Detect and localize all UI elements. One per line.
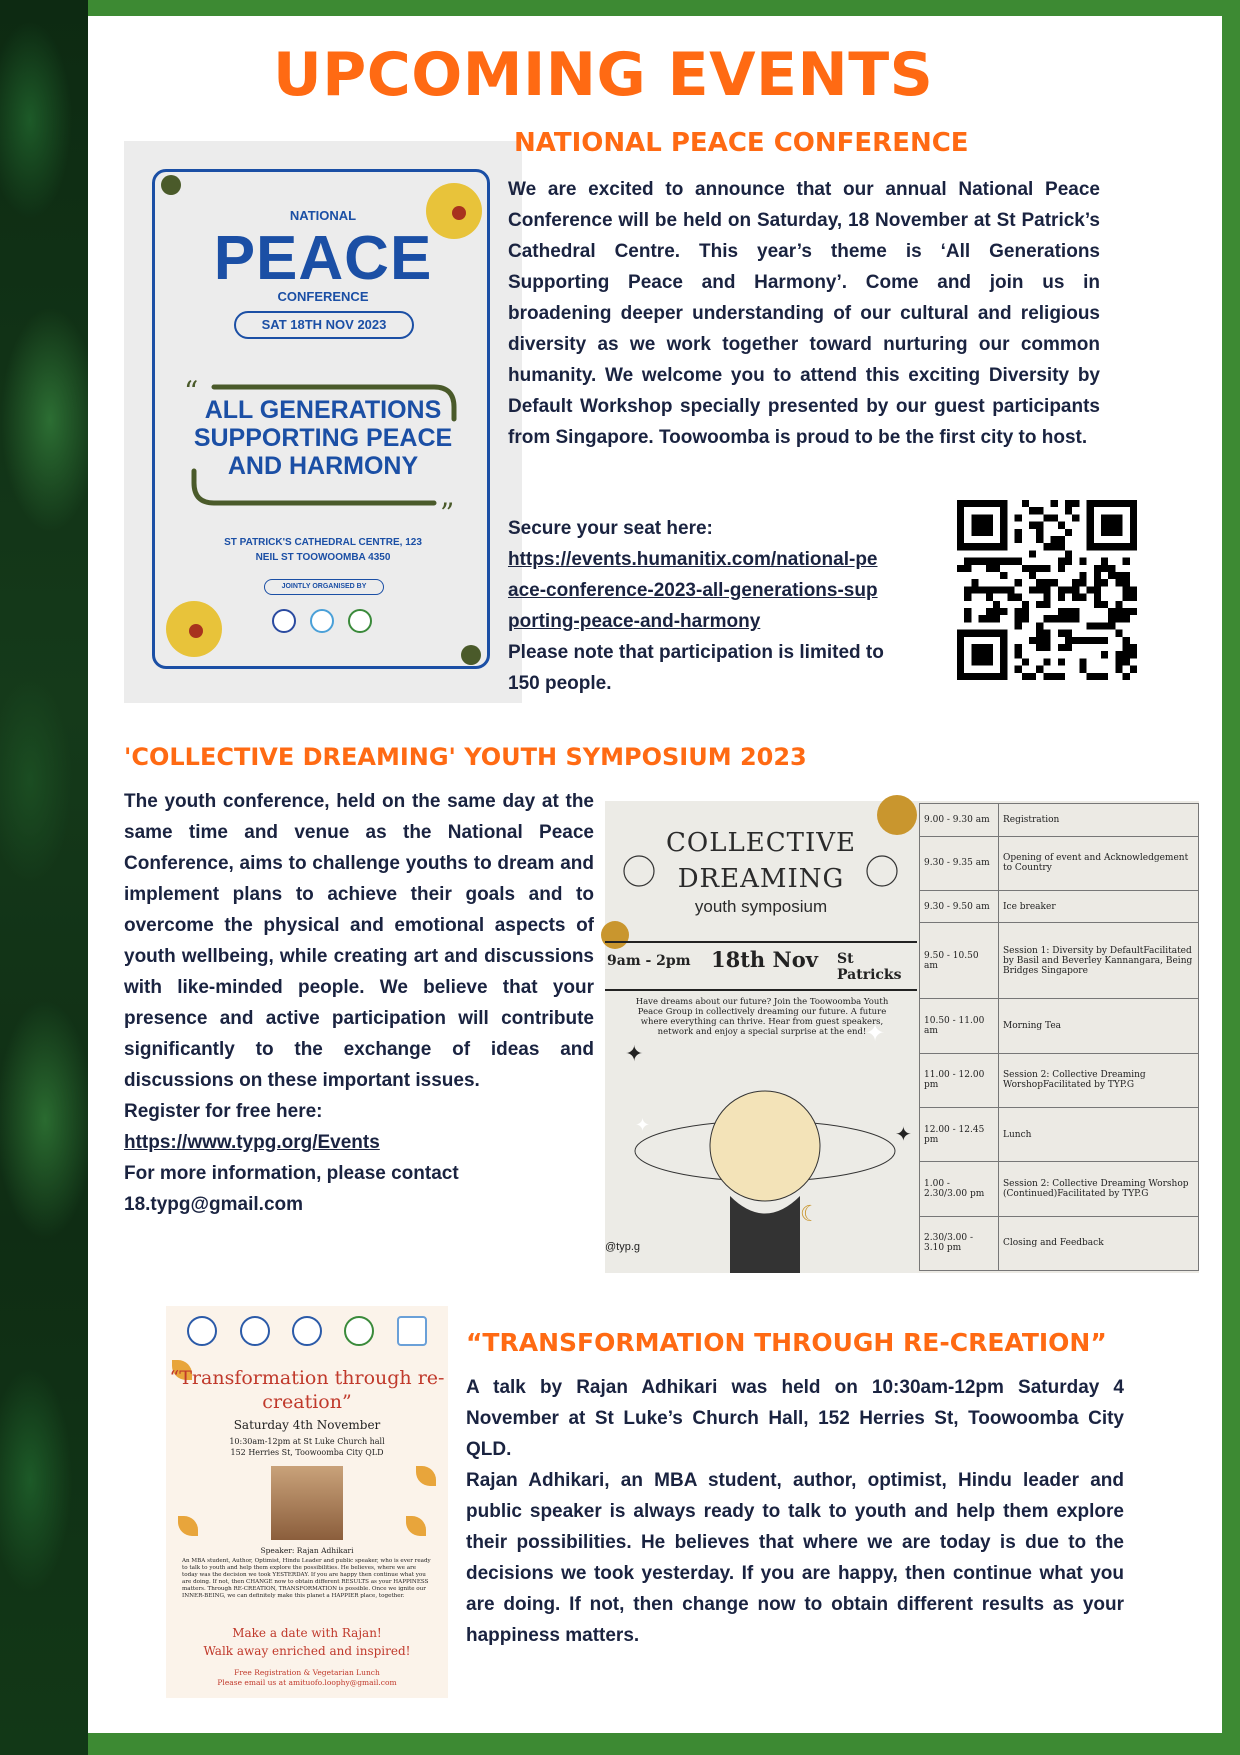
schedule-time: 2.30/3.00 - 3.10 pm [920, 1216, 999, 1270]
contact-label: For more information, please contact [124, 1163, 459, 1184]
svg-text:”: ” [440, 497, 455, 530]
youth-poster-title-line2: DREAMING [677, 864, 845, 894]
schedule-item: Session 2: Collective Dreaming Worshop (Continued)Facilitated by TYP.G [999, 1162, 1199, 1216]
schedule-time: 10.50 - 11.00 am [920, 999, 999, 1053]
youth-poster-handle: @typ.g [605, 1241, 641, 1253]
peace-registration [508, 513, 888, 699]
schedule-row [920, 890, 1199, 923]
schedule-item: Opening of event and Acknowledgement to Country [999, 836, 1199, 890]
leaf-icon [178, 1516, 198, 1536]
transformation-poster-date: Saturday 4th November [233, 1418, 381, 1432]
youth-poster-title-line1: COLLECTIVE [666, 828, 856, 858]
schedule-item: Registration [999, 804, 1199, 837]
schedule-row [920, 1053, 1199, 1107]
youth-poster-subtitle: youth symposium [694, 897, 828, 916]
youth-body: The youth conference, held on the same day at the same time and venue as the National Peace Conference, aims to challenge youths to dream and implement plans to achieve their goals and to overcome the physical and emotional aspects of youth wellbeing, while creating art and discussions with like-minded people. We believe that your presence and active participation will contribute significantly to the exchange of ideas and discussions on these important issues. [124, 791, 594, 1091]
speaker-photo [271, 1466, 343, 1540]
schedule-item: Lunch [999, 1108, 1199, 1162]
transformation-poster-cta1: Make a date with Rajan! [232, 1626, 382, 1640]
youth-poster-date: 18th Nov [711, 947, 818, 972]
poster-date-pill: SAT 18TH NOV 2023 [234, 311, 414, 339]
flower-icon [166, 601, 222, 657]
logo-icon [187, 1316, 217, 1346]
youth-poster-left [605, 801, 917, 1273]
dot-icon [161, 175, 181, 195]
transformation-poster-where-line2: 152 Herries St, Toowoomba City QLD [230, 1448, 384, 1457]
schedule-row [920, 1108, 1199, 1162]
transformation-body [466, 1372, 1124, 1651]
leaf-background-strip [0, 0, 88, 1755]
schedule-item: Session 1: Diversity by DefaultFacilitated by Basil and Beverley Kannangara, Being Bridges Singapore [999, 923, 1199, 999]
transformation-poster-footer [166, 1668, 448, 1688]
poster-peace: PEACE [213, 224, 433, 293]
dot-icon [461, 645, 481, 665]
transformation-poster-where-line1: 10:30am-12pm at St Luke Church hall [229, 1437, 385, 1446]
sparkle-icon: ✦ [895, 1124, 912, 1146]
schedule-time: 12.00 - 12.45 pm [920, 1108, 999, 1162]
heartfulness-logo-icon [397, 1316, 427, 1346]
flower-icon [426, 183, 482, 239]
transformation-poster-speaker: Speaker: Rajan Adhikari [260, 1546, 354, 1555]
transformation-poster-cta2: Walk away enriched and inspired! [203, 1644, 411, 1658]
schedule-row [920, 999, 1199, 1053]
peace-section-title: NATIONAL PEACE CONFERENCE [514, 128, 969, 158]
poster-national: NATIONAL [289, 208, 357, 223]
un-logo-icon [311, 610, 333, 632]
logo-icon [273, 610, 295, 632]
crescent-icon: ☾ [800, 1201, 820, 1226]
poster-logos [176, 1314, 438, 1348]
leaf-icon [406, 1516, 426, 1536]
schedule-time: 9.30 - 9.50 am [920, 890, 999, 923]
peace-body: We are excited to announce that our annual National Peace Conference will be held on Saturday, 18 November at St Patrick’s Cathedral Centre. This year’s theme is ‘All Generations Supporting Peace and Harmony’. Come and join us in broadening deeper understanding of our cultural and religious diversity as we work together toward nurturing our common humanity. We welcome you to attend this exciting Diversity by Default Workshop specially presented by our guest participants from Singapore. Toowoomba is proud to be the first city to host. [508, 179, 1100, 448]
youth-symposium-poster [605, 801, 1199, 1273]
schedule-time: 9.00 - 9.30 am [920, 804, 999, 837]
poster-venue-line1: ST PATRICK'S CATHEDRAL CENTRE, 123 [224, 537, 422, 548]
schedule-item: Morning Tea [999, 999, 1199, 1053]
transformation-poster-title: “Transformation through re-creation” [169, 1367, 445, 1413]
youth-poster-title [605, 825, 917, 897]
youth-schedule-table [919, 803, 1199, 1271]
transformation-body-1: A talk by Rajan Adhikari was held on 10:30am-12pm Saturday 4 November at St Luke’s Church Hall, 152 Herries St, Toowoomba City QLD. [466, 1377, 1124, 1460]
schedule-time: 11.00 - 12.00 pm [920, 1053, 999, 1107]
poster-conference: CONFERENCE [277, 289, 369, 304]
page [88, 16, 1222, 1733]
transformation-poster [166, 1306, 448, 1698]
transformation-poster-free: Free Registration & Vegetarian Lunch [234, 1668, 380, 1677]
peace-conference-poster [124, 141, 522, 703]
schedule-row [920, 1216, 1199, 1270]
schedule-item: Ice breaker [999, 890, 1199, 923]
transformation-section-title: “TRANSFORMATION THROUGH RE-CREATION” [466, 1328, 1107, 1357]
figure-icon [730, 1196, 800, 1273]
youth-poster-time: 9am - 2pm [607, 953, 691, 969]
face-illustration-icon [710, 1091, 820, 1201]
schedule-row [920, 923, 1199, 999]
schedule-item: Closing and Feedback [999, 1216, 1199, 1270]
youth-register-link[interactable]: https://www.typg.org/Events [124, 1132, 380, 1153]
contact-email[interactable]: 18.typg@gmail.com [124, 1194, 304, 1215]
leaf-icon [416, 1466, 436, 1486]
border-right [1222, 0, 1240, 1755]
schedule-row [920, 1162, 1199, 1216]
sparkle-icon: ✦ [625, 1041, 644, 1066]
schedule-row [920, 804, 1199, 837]
poster-decorations [124, 141, 522, 703]
svg-text:“: “ [184, 375, 199, 408]
poster-venue-line2: NEIL ST TOOWOOMBA 4350 [255, 552, 391, 563]
logo-icon [240, 1316, 270, 1346]
secure-label: Secure your seat here: [508, 518, 713, 539]
youth-section-title: 'COLLECTIVE DREAMING' YOUTH SYMPOSIUM 2023 [124, 743, 807, 771]
page-title: UPCOMING EVENTS [273, 40, 934, 110]
poster-theme: ALL GENERATIONS SUPPORTING PEACE AND HARMONY [193, 396, 453, 480]
border-bottom [88, 1733, 1222, 1755]
schedule-time: 9.50 - 10.50 am [920, 923, 999, 999]
register-label: Register for free here: [124, 1101, 323, 1122]
sparkle-icon: ✦ [865, 1020, 886, 1047]
schedule-row [920, 836, 1199, 890]
poster-organised-pill: JOINTLY ORGANISED BY [264, 579, 384, 595]
youth-poster-band [605, 941, 917, 991]
youth-poster-place: St Patricks [837, 951, 902, 983]
border-top [88, 0, 1222, 16]
youth-info [124, 786, 594, 1220]
peace-note: Please note that participation is limited to 150 people. [508, 642, 884, 694]
schedule-time: 9.30 - 9.35 am [920, 836, 999, 890]
qr-code-icon[interactable] [957, 500, 1137, 680]
transformation-body-2: Rajan Adhikari, an MBA student, author, optimist, Hindu leader and public speaker is always ready to talk to youth and help them explore their possibilities. He believes that where we are today is due to the decisions we took yesterday. If you are happy, then continue what you are doing. If not, then change now to obtain different results as your happiness matters. [466, 1470, 1124, 1646]
transformation-poster-bio: An MBA student, Author, Optimist, Hindu Leader and public speaker, who is ever ready to talk to youth and help them explore the possibilities. He believes, where we are today was the decision we took YESTERDAY. If you are happy then continue what you are doing. If not, then CHANGE now to obtain different RESULTS as your HAPPINESS matters. Through RE-CREATION, TRANSFORMATION is possible. Once we ignite our INNER-BEING, we can definitely make this planet a HAPPIER place, together. [182, 1558, 431, 1599]
transformation-poster-where [166, 1436, 448, 1458]
sparkle-icon: ✦ [635, 1115, 651, 1135]
gwc-logo-icon [344, 1316, 374, 1346]
peace-registration-link[interactable]: https://events.humanitix.com/national-peace-conference-2023-all-generations-supporting-peace-and-harmony [508, 549, 878, 632]
schedule-time: 1.00 - 2.30/3.00 pm [920, 1162, 999, 1216]
transformation-poster-email: Please email us at amituofo.loophy@gmail.com [217, 1678, 397, 1687]
youth-poster-description: Have dreams about our future? Join the Toowoomba Youth Peace Group in collectively dreaming our future. A future where everything can thrive. Hear from guest speakers, network and enjoy a special surprise at the end! [635, 997, 889, 1037]
un-logo-icon [292, 1316, 322, 1346]
logo-icon [349, 610, 371, 632]
schedule-item: Session 2: Collective Dreaming WorshopFacilitated by TYP.G [999, 1053, 1199, 1107]
